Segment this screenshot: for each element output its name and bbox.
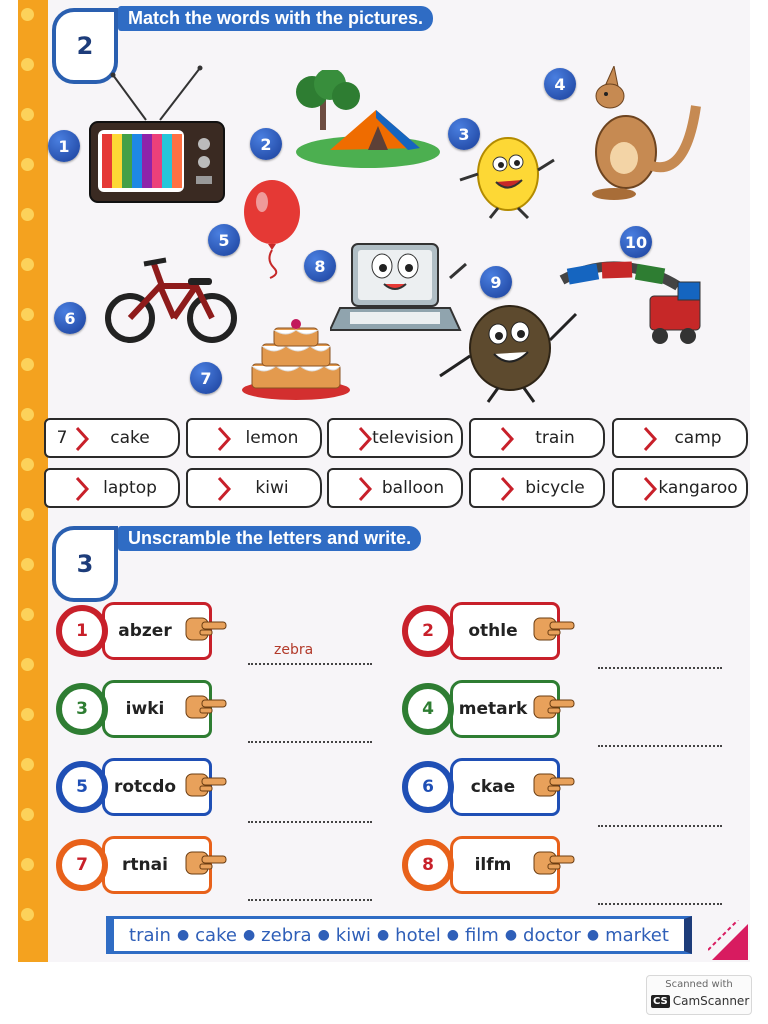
worksheet-page — [18, 0, 750, 962]
answer-slot[interactable]: 7 — [56, 428, 68, 448]
word-bank-word: train — [129, 924, 171, 946]
scrambled-letters: rtnai — [122, 855, 168, 875]
word-label: lemon — [245, 428, 299, 448]
word-bank-word: market — [605, 924, 669, 946]
answer-slot[interactable] — [475, 426, 499, 450]
picture-number: 3 — [448, 118, 480, 150]
scrambled-letters: ckae — [470, 777, 516, 797]
word-label: camp — [674, 428, 722, 448]
picture-number: 5 — [208, 224, 240, 256]
bullet-separator: ● — [504, 927, 518, 943]
decor-dot — [21, 458, 34, 471]
section-number: 2 — [76, 32, 94, 60]
decor-dot — [21, 58, 34, 71]
decor-dot — [21, 858, 34, 871]
decor-dot — [21, 208, 34, 221]
picture-number: 10 — [620, 226, 652, 258]
word-box[interactable] — [327, 418, 463, 458]
decor-dot — [21, 508, 34, 521]
word-label: balloon — [381, 478, 445, 498]
decor-dot — [21, 608, 34, 621]
decor-dot — [21, 108, 34, 121]
pointing-hand-icon — [532, 770, 576, 800]
answer-slot[interactable] — [333, 476, 357, 500]
word-box[interactable] — [186, 418, 322, 458]
picture-number: 1 — [48, 130, 80, 162]
decor-dot — [21, 258, 34, 271]
item-number-circle — [402, 683, 454, 735]
scrambled-letters: iwki — [125, 699, 165, 719]
picture-number: 6 — [54, 302, 86, 334]
decor-dot — [21, 808, 34, 821]
picture-number: 4 — [544, 68, 576, 100]
word-bank-word: zebra — [261, 924, 312, 946]
picture-number: 2 — [250, 128, 282, 160]
word-label: kangaroo — [658, 478, 738, 498]
word-bank-word: film — [464, 924, 499, 946]
answer-slot[interactable] — [618, 476, 642, 500]
bullet-separator: ● — [586, 927, 600, 943]
scrambled-letters: ilfm — [474, 855, 512, 875]
word-box[interactable] — [612, 468, 748, 508]
decor-dot — [21, 658, 34, 671]
answer-line[interactable] — [598, 824, 722, 827]
picture-number: 9 — [480, 266, 512, 298]
item-number-circle — [56, 683, 108, 735]
pointing-hand-icon — [532, 692, 576, 722]
section-number-badge — [52, 526, 118, 602]
pointing-hand-icon — [532, 614, 576, 644]
answer-slot[interactable] — [618, 426, 642, 450]
pointing-hand-icon — [184, 848, 228, 878]
decor-dot — [21, 408, 34, 421]
answer-slot[interactable] — [192, 426, 216, 450]
answer-line[interactable] — [598, 666, 722, 669]
bullet-separator: ● — [376, 927, 390, 943]
bullet-separator: ● — [446, 927, 459, 943]
corner-decoration — [708, 920, 748, 960]
decor-dot — [21, 308, 34, 321]
train-icon — [558, 256, 708, 352]
decor-dot — [21, 158, 34, 171]
item-number-circle — [402, 761, 454, 813]
item-number-circle — [402, 605, 454, 657]
lemon-icon — [448, 130, 558, 220]
section-title: Match the words with the pictures. — [118, 6, 433, 31]
word-box[interactable] — [186, 468, 322, 508]
word-label: television — [372, 428, 454, 448]
bullet-separator: ● — [176, 927, 190, 943]
item-number: 1 — [76, 621, 88, 641]
decor-dot — [21, 758, 34, 771]
watermark-brand: CamScanner — [672, 994, 750, 1008]
word-box[interactable] — [469, 468, 605, 508]
decor-dot — [21, 358, 34, 371]
decor-dot — [21, 908, 34, 921]
word-bank-word: hotel — [395, 924, 441, 946]
word-label: train — [535, 428, 575, 448]
scrambled-letters: rotcdo — [113, 777, 177, 797]
item-number: 2 — [422, 621, 434, 641]
item-number: 4 — [422, 699, 434, 719]
answer-line[interactable] — [248, 898, 372, 901]
bullet-separator: ● — [242, 927, 256, 943]
word-label: laptop — [103, 478, 157, 498]
answer-slot[interactable] — [50, 476, 74, 500]
answer-text: zebra — [274, 642, 314, 658]
television-icon — [88, 60, 228, 210]
cake-icon — [240, 318, 352, 404]
item-number-circle — [56, 839, 108, 891]
pointing-hand-icon — [184, 614, 228, 644]
picture-number: 8 — [304, 250, 336, 282]
answer-slot[interactable] — [475, 476, 499, 500]
word-bank-word: cake — [195, 924, 237, 946]
item-number: 3 — [76, 699, 88, 719]
word-box[interactable] — [44, 418, 180, 458]
decor-dot — [21, 558, 34, 571]
decor-dot — [21, 708, 34, 721]
word-label: kiwi — [255, 478, 289, 498]
scrambled-letters: othle — [468, 621, 518, 641]
scrambled-letters: metark — [458, 699, 528, 719]
word-box[interactable] — [327, 468, 463, 508]
answer-slot[interactable] — [192, 476, 216, 500]
answer-slot[interactable] — [333, 426, 357, 450]
bicycle-icon — [104, 256, 240, 346]
item-number: 7 — [76, 855, 88, 875]
word-label: cake — [110, 428, 150, 448]
item-number: 8 — [422, 855, 434, 875]
word-bank-word: doctor — [523, 924, 581, 946]
item-number-circle — [402, 839, 454, 891]
word-box[interactable] — [612, 418, 748, 458]
answer-line[interactable] — [598, 902, 722, 905]
pointing-hand-icon — [184, 692, 228, 722]
pointing-hand-icon — [532, 848, 576, 878]
answer-line[interactable] — [248, 662, 372, 665]
pointing-hand-icon — [184, 770, 228, 800]
item-number: 5 — [76, 777, 88, 797]
watermark-line2 — [651, 994, 749, 1008]
camscanner-logo-icon: CS — [653, 995, 668, 1007]
camscanner-watermark — [646, 975, 752, 1015]
answer-line[interactable] — [598, 744, 722, 747]
picture-number: 7 — [190, 362, 222, 394]
decor-dot — [21, 8, 34, 21]
balloon-icon — [240, 180, 304, 280]
camp-tent-icon — [290, 70, 440, 170]
kangaroo-icon — [566, 66, 706, 206]
bullet-separator: ● — [317, 927, 330, 943]
item-number: 6 — [422, 777, 434, 797]
section-number: 3 — [76, 550, 94, 578]
scrambled-letters: abzer — [118, 621, 172, 641]
word-box[interactable] — [44, 468, 180, 508]
item-number-circle — [56, 605, 108, 657]
word-box[interactable] — [469, 418, 605, 458]
answer-line[interactable] — [248, 820, 372, 823]
item-number-circle — [56, 761, 108, 813]
word-bank — [106, 916, 692, 954]
watermark-line1: Scanned with — [665, 979, 733, 990]
word-label: bicycle — [525, 478, 585, 498]
answer-line[interactable] — [248, 740, 372, 743]
section-title: Unscramble the letters and write. — [118, 526, 421, 551]
word-bank-word: kiwi — [335, 924, 371, 946]
